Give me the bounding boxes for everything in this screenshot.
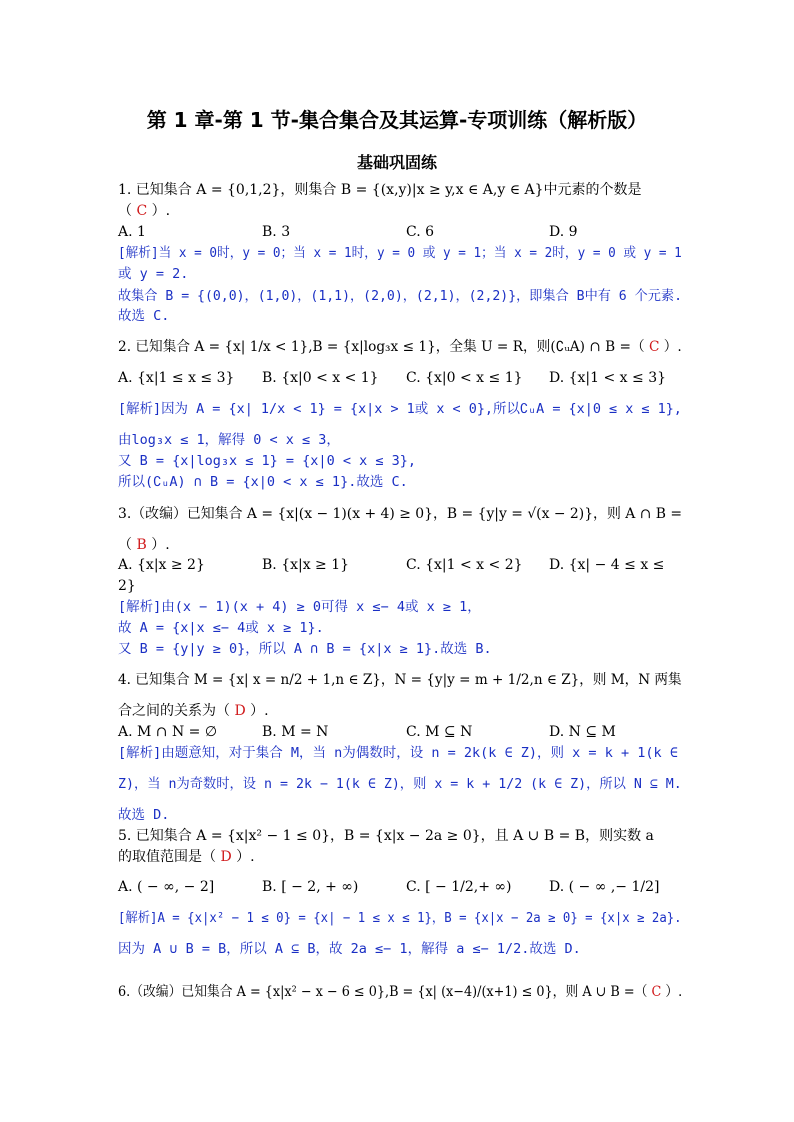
- page-title: 第 1 章-第 1 节-集合集合及其运算-专项训练（解析版）: [146, 108, 648, 132]
- q3-analysis-line: 又 B = {y|y ≥ 0}，所以 A ∩ B = {x|x ≥ 1}.故选 B.: [118, 641, 492, 657]
- q3-option-d-wrap: 2}: [118, 578, 136, 594]
- q5-option-b: B. [ − 2, + ∞): [262, 879, 359, 895]
- q1-analysis-line: 故选 C.: [118, 308, 170, 324]
- q3-analysis-line: [解析]由(x − 1)(x + 4) ≥ 0可得 x ≤− 4或 x ≥ 1，: [118, 599, 481, 615]
- q5-answer: D: [220, 849, 232, 865]
- q3-option-a: A. {x|x ≥ 2}: [118, 557, 205, 573]
- q4-stem-line2: 合之间的关系为（ D ）.: [118, 703, 269, 719]
- q5-option-a: A. ( − ∞, − 2]: [118, 879, 215, 895]
- q3-option-b: B. {x|x ≥ 1}: [262, 557, 350, 573]
- q4-option-c: C. M ⊆ N: [406, 724, 473, 740]
- q4-analysis-line: [解析]由题意知，对于集合 M，当 n为偶数时，设 n = 2k(k ∈ Z)，则 x = k + 1(k ∈: [118, 745, 678, 761]
- q1-option-d: D. 9: [549, 224, 578, 240]
- q3-stem: 3.（改编）已知集合 A = {x|(x − 1)(x + 4) ≥ 0}，B = {y|y = √(x − 2)}，则 A ∩ B =: [118, 506, 683, 522]
- q1-option-c: C. 6: [406, 224, 435, 240]
- q2-analysis-line: 又 B = {x|log₃x ≤ 1} = {x|0 < x ≤ 3},: [118, 453, 416, 469]
- q4-analysis-line: 故选 D.: [118, 807, 170, 823]
- q4-option-a: A. M ∩ N = ∅: [118, 724, 218, 740]
- q4-stem: 4. 已知集合 M = {x| x = n/2 + 1,n ∈ Z}，N = {y|y = m + 1/2,n ∈ Z}，则 M，N 两集: [118, 672, 682, 688]
- q2-option-d: D. {x|1 < x ≤ 3}: [549, 370, 667, 386]
- q2-option-b: B. {x|0 < x < 1}: [262, 370, 379, 386]
- q5-analysis-line: [解析]A = {x|x² − 1 ≤ 0} = {x| − 1 ≤ x ≤ 1}，B = {x|x − 2a ≥ 0} = {x|x ≥ 2a}.: [118, 910, 682, 926]
- q5-analysis-line: 因为 A ∪ B = B，所以 A ⊆ B，故 2a ≤− 1，解得 a ≤− 1/2.故选 D.: [118, 941, 581, 957]
- q1-analysis-line: [解析]当 x = 0时，y = 0；当 x = 1时，y = 0 或 y = 1；当 x = 2时，y = 0 或 y = 1: [118, 245, 682, 261]
- q5-option-d: D. ( − ∞ ,− 1/2]: [549, 879, 660, 895]
- q1-analysis-line: 故集合 B = {(0,0)，(1,0)，(1,1)，(2,0)，(2,1)，(2,2)}，即集合 B中有 6 个元素.: [118, 288, 682, 304]
- q4-analysis-line: Z)，当 n为奇数时，设 n = 2k − 1(k ∈ Z)，则 x = k + 1/2 (k ∈ Z)，所以 N ⊆ M.: [118, 776, 682, 792]
- q4-answer: D: [234, 703, 246, 719]
- q4-option-b: B. M = N: [262, 724, 329, 740]
- q2-option-a: A. {x|1 ≤ x ≤ 3}: [118, 370, 235, 386]
- q1-stem: 1. 已知集合 A = {0,1,2}，则集合 B = {(x,y)|x ≥ y,x ∈ A,y ∈ A}中元素的个数是: [118, 182, 642, 198]
- q3-option-d: D. {x| − 4 ≤ x ≤: [549, 557, 665, 573]
- q1-option-b: B. 3: [262, 224, 291, 240]
- q1-analysis-line: 或 y = 2.: [118, 266, 189, 282]
- q2-analysis-line: 所以(∁ᵤA) ∩ B = {x|0 < x ≤ 1}.故选 C.: [118, 474, 408, 490]
- q2-option-c: C. {x|0 < x ≤ 1}: [406, 370, 523, 386]
- q3-option-c: C. {x|1 < x < 2}: [406, 557, 523, 573]
- q5-stem: 5. 已知集合 A = {x|x² − 1 ≤ 0}，B = {x|x − 2a ≥ 0}，且 A ∪ B = B，则实数 a: [118, 828, 654, 844]
- q2-analysis-line: [解析]因为 A = {x| 1/x < 1} = {x|x > 1或 x < 0},所以∁ᵤA = {x|0 ≤ x ≤ 1},: [118, 401, 682, 417]
- q5-stem-line2: 的取值范围是（ D ）.: [118, 849, 255, 865]
- q3-answer: B: [136, 537, 147, 553]
- q6-answer: C: [651, 984, 662, 1000]
- q5-option-c: C. [ − 1/2,+ ∞): [406, 879, 512, 895]
- q4-option-d: D. N ⊆ M: [549, 724, 616, 740]
- q1-option-a: A. 1: [118, 224, 146, 240]
- q3-stem-line2: （ B ）.: [118, 537, 170, 553]
- q3-analysis-line: 故 A = {x|x ≤− 4或 x ≥ 1}.: [118, 620, 324, 636]
- section-subtitle: 基础巩固练: [356, 153, 437, 172]
- q1-answer: C: [136, 203, 148, 219]
- q1-stem-line2: （ C ）.: [118, 203, 171, 219]
- q2-analysis-line: 由log₃x ≤ 1，解得 0 < x ≤ 3，: [118, 432, 340, 448]
- q2-answer: C: [648, 339, 660, 355]
- q6-stem: 6.（改编）已知集合 A = {x|x² − x − 6 ≤ 0},B = {x| (x−4)/(x+1) ≤ 0}，则 A ∪ B =（ C ）.: [118, 984, 683, 1000]
- q2-stem: 2. 已知集合 A = {x| 1/x < 1},B = {x|log₃x ≤ 1}，全集 U = R，则(∁ᵤA) ∩ B =（ C ）.: [118, 339, 682, 355]
